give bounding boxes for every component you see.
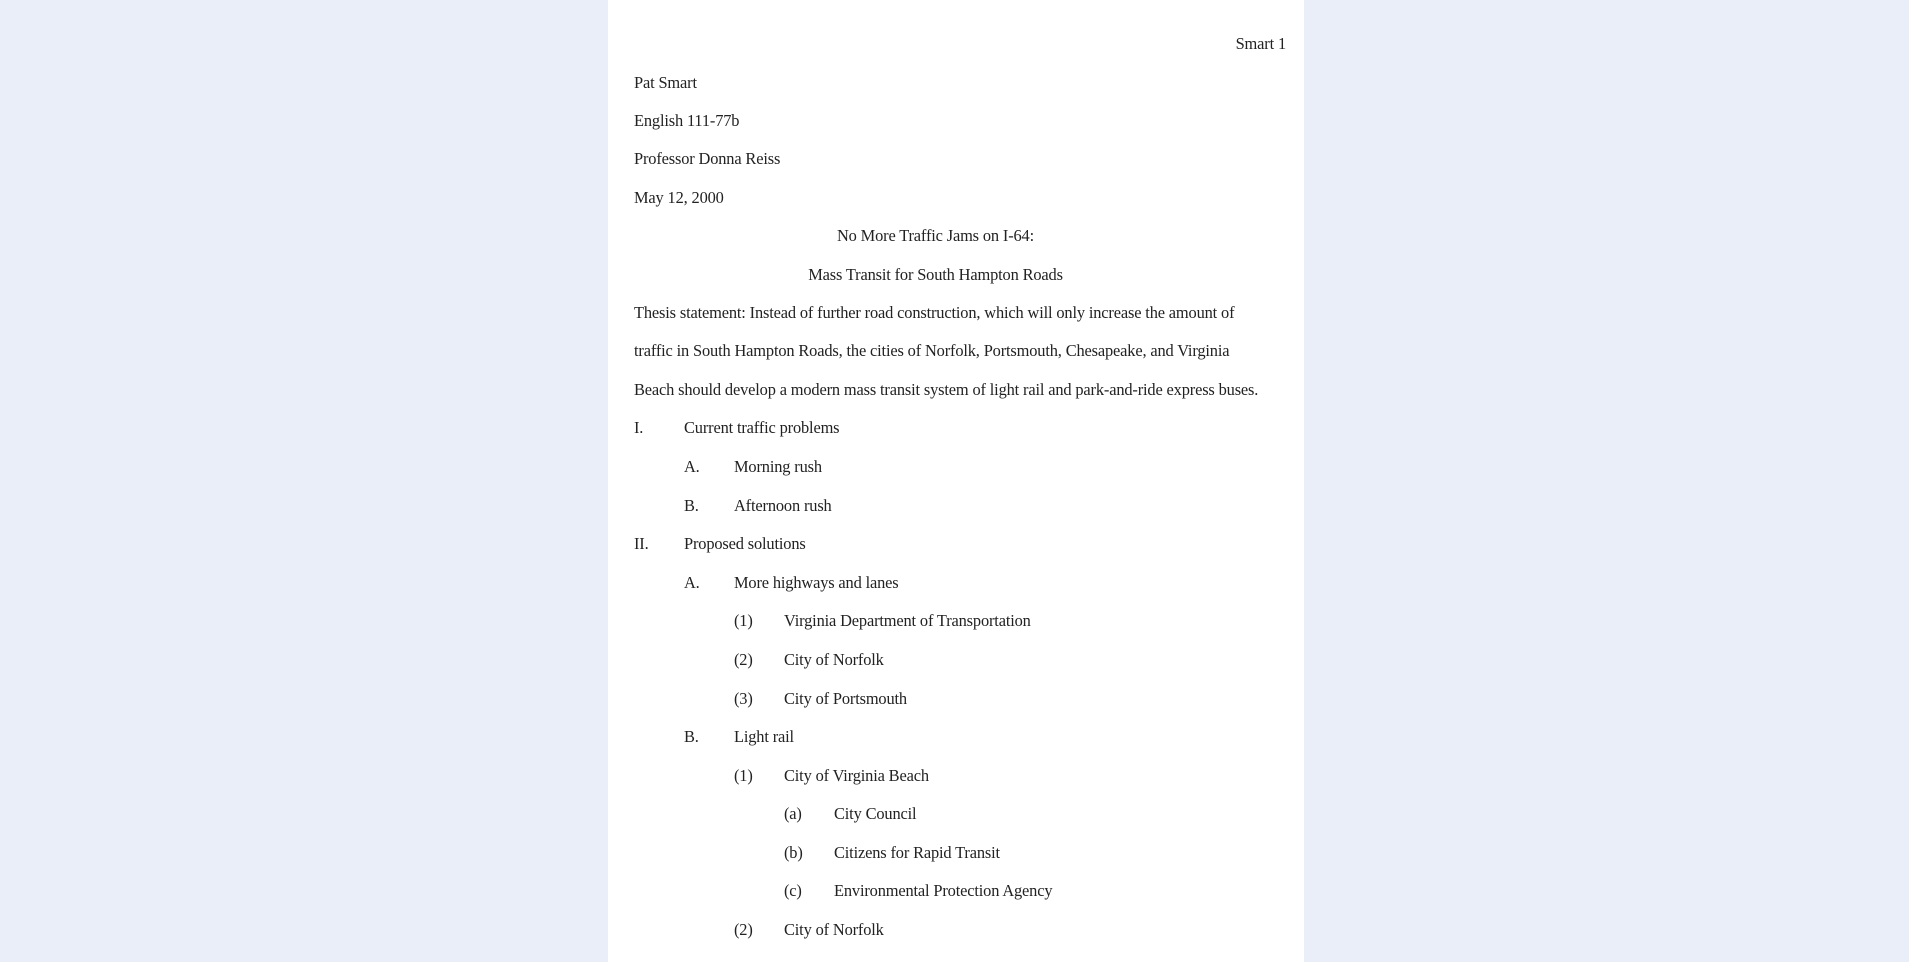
outline-marker: A.	[684, 457, 700, 476]
outline-text: More highways and lanes	[734, 573, 899, 592]
professor-name: Professor Donna Reiss	[634, 149, 781, 168]
outline-marker: (c)	[784, 881, 802, 900]
outline-text: Morning rush	[734, 457, 822, 476]
outline-marker: (2)	[734, 920, 753, 939]
outline-marker: (2)	[734, 650, 753, 669]
thesis-line: traffic in South Hampton Roads, the cities of Norfolk, Portsmouth, Chesapeake, and Virginia	[634, 341, 1230, 360]
outline-marker: I.	[634, 418, 644, 437]
outline-text: Virginia Department of Transportation	[784, 611, 1031, 630]
outline-marker: II.	[634, 534, 649, 553]
thesis-line: Thesis statement: Instead of further road construction, which will only increase the amount of	[634, 303, 1235, 322]
outline-text: City of Norfolk	[784, 650, 884, 669]
outline-marker: B.	[684, 496, 699, 515]
outline-text: Environmental Protection Agency	[834, 881, 1053, 900]
outline-marker: (b)	[784, 843, 803, 862]
outline-marker: B.	[684, 727, 699, 746]
outline-text: Current traffic problems	[684, 418, 840, 437]
document-page	[608, 0, 1304, 962]
outline-marker: (3)	[734, 689, 753, 708]
outline-text: Light rail	[734, 727, 794, 746]
course-name: English 111-77b	[634, 111, 740, 130]
outline-text: Proposed solutions	[684, 534, 806, 553]
outline-marker: (1)	[734, 611, 753, 630]
outline-marker: (1)	[734, 766, 753, 785]
author-name: Pat Smart	[634, 73, 697, 92]
running-head: Smart 1	[1235, 34, 1286, 53]
outline-marker: (a)	[784, 804, 802, 823]
outline-text: City of Portsmouth	[784, 689, 907, 708]
outline-text: City Council	[834, 804, 917, 823]
paper-date: May 12, 2000	[634, 188, 724, 207]
thesis-line: Beach should develop a modern mass transit system of light rail and park-and-ride express buses.	[634, 380, 1259, 399]
outline-marker: A.	[684, 573, 700, 592]
outline-text: Afternoon rush	[734, 496, 832, 515]
paper-subtitle: Mass Transit for South Hampton Roads	[808, 265, 1063, 284]
paper-title: No More Traffic Jams on I-64:	[836, 226, 1035, 245]
outline-text: City of Virginia Beach	[784, 766, 929, 785]
outline-text: City of Norfolk	[784, 920, 884, 939]
outline-text: Citizens for Rapid Transit	[834, 843, 1000, 862]
